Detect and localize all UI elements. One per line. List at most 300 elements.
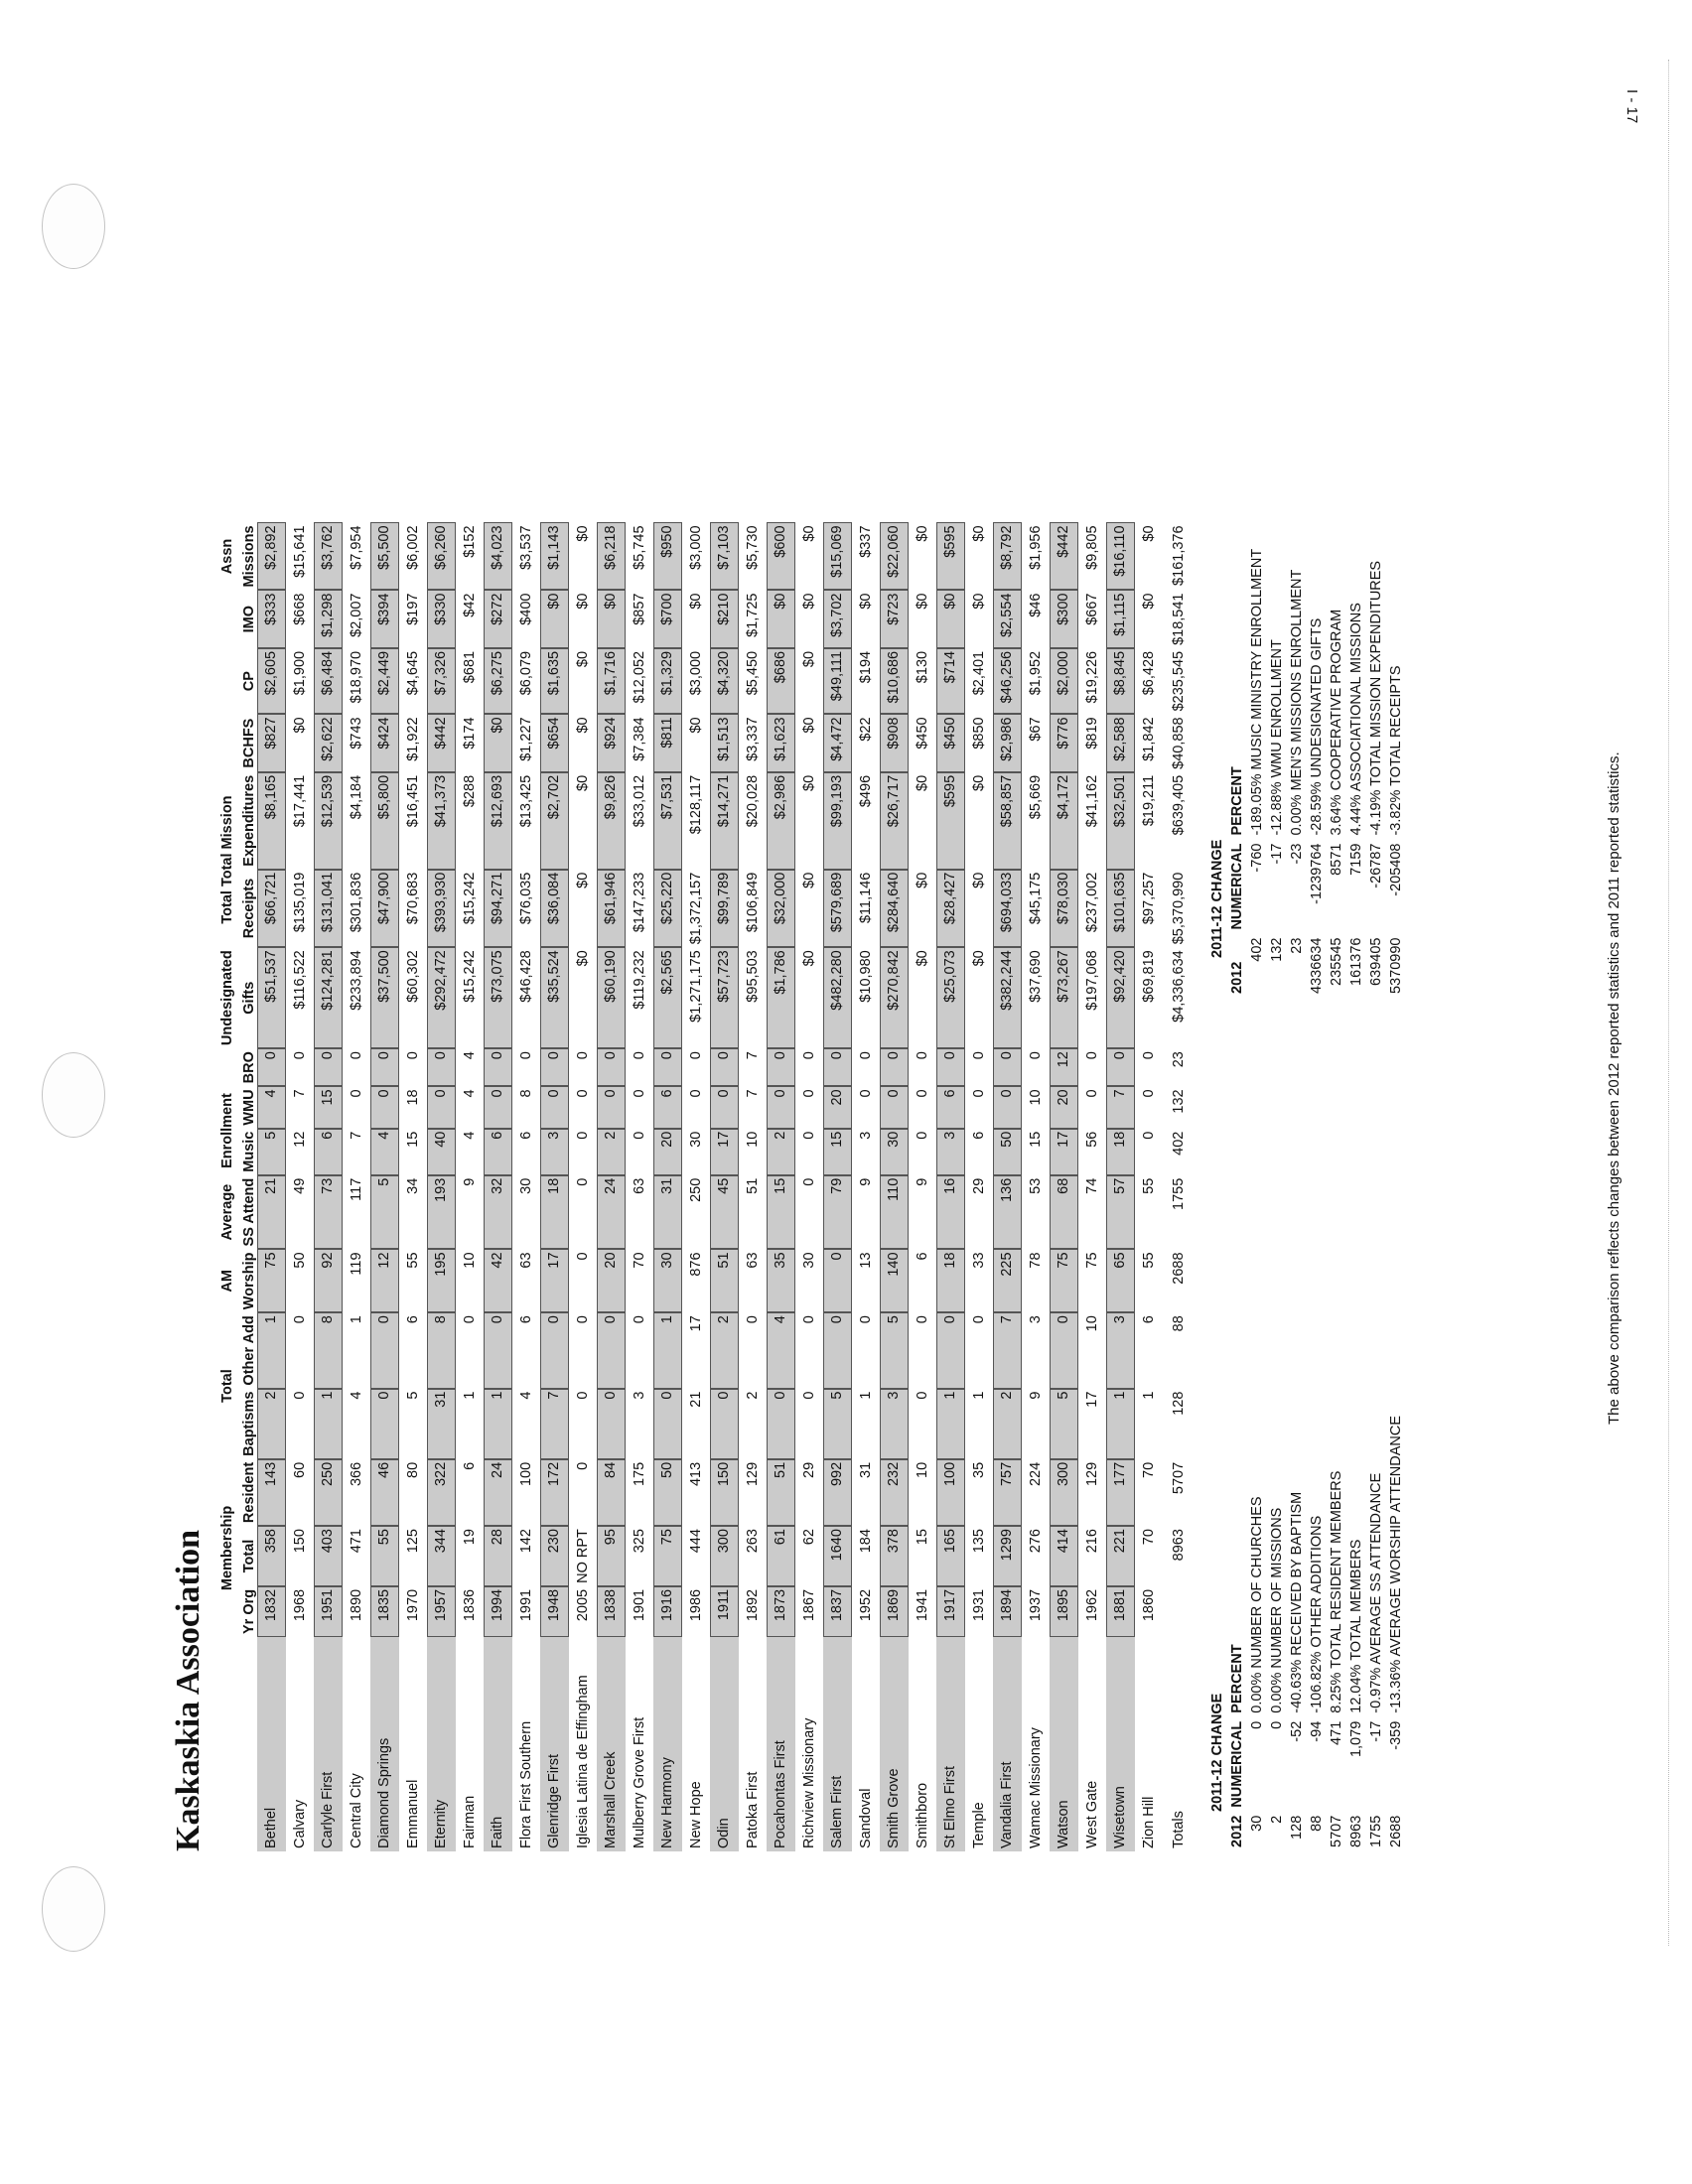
table-row [682, 522, 711, 1851]
table-cell: 73 [314, 1175, 343, 1250]
table-cell: 88 [1171, 1315, 1188, 1332]
change-cell: -1239764 [1308, 843, 1325, 904]
table-cell: 1941 [914, 1588, 930, 1622]
table-cell: $2,605 [257, 648, 286, 714]
table-cell: $0 [800, 593, 817, 610]
table-row [569, 522, 598, 1851]
table-cell: $7,384 [631, 717, 647, 761]
table-cell: $1,298 [314, 591, 343, 648]
table-cell: $197,068 [1083, 950, 1100, 1011]
table-cell: 325 [631, 1529, 647, 1554]
table-cell: $99,193 [823, 772, 852, 870]
church-name: Fairman [461, 1795, 478, 1848]
totals-row [1163, 522, 1194, 1851]
table-row [343, 522, 371, 1851]
table-row [427, 522, 456, 1851]
table-cell: 0 [914, 1089, 930, 1098]
table-cell: 414 [1050, 1526, 1078, 1586]
table-cell: 2 [767, 1129, 795, 1175]
table-cell: 0 [631, 1051, 647, 1060]
table-row [626, 522, 654, 1851]
table-cell: 70 [631, 1252, 647, 1269]
table-cell: $40,858 [1171, 717, 1188, 769]
table-cell: 1869 [880, 1586, 909, 1637]
table-cell: 3 [540, 1129, 569, 1175]
table-cell: 0 [370, 1312, 399, 1388]
table-cell: 221 [1106, 1526, 1135, 1586]
table-cell: 2 [257, 1389, 286, 1459]
table-cell: 0 [314, 1048, 343, 1086]
change-table-right [1207, 545, 1406, 998]
table-cell: 0 [857, 1315, 874, 1324]
table-row [710, 522, 739, 1851]
table-cell: 34 [404, 1177, 421, 1194]
table-cell: $1,329 [653, 648, 682, 714]
table-cell: $1,623 [767, 714, 795, 771]
table-cell: 0 [914, 1315, 930, 1324]
table-cell: 78 [1027, 1252, 1044, 1269]
table-cell: 230 [540, 1526, 569, 1586]
table-cell: $393,930 [427, 870, 456, 948]
table-cell: $1,513 [710, 714, 739, 771]
table-cell: 0 [993, 1048, 1022, 1086]
table-cell: $1,725 [744, 593, 761, 637]
table-cell: $19,226 [1083, 650, 1100, 704]
table-cell: $16,110 [1106, 522, 1135, 590]
table-cell: 1901 [631, 1588, 647, 1622]
table-cell: $15,641 [291, 525, 308, 578]
table-cell: 5 [880, 1312, 909, 1388]
change-cell: 3.64% COOPERATIVE PROGRAM [1328, 609, 1344, 836]
change-cell: -52 [1288, 1720, 1305, 1742]
table-cell: 300 [710, 1526, 739, 1586]
table-cell: 0 [857, 1089, 874, 1098]
table-cell: $595 [936, 772, 965, 870]
change-cell: 128 [1288, 1815, 1305, 1840]
church-name: Vandalia First [993, 1637, 1022, 1851]
table-cell: 17 [1050, 1129, 1078, 1175]
table-cell: 0 [404, 1051, 421, 1060]
table-cell: 1991 [517, 1588, 534, 1622]
table-cell: 172 [540, 1459, 569, 1526]
table-cell: 63 [744, 1252, 761, 1269]
table-cell: 15 [914, 1529, 930, 1546]
table-cell: 5 [404, 1391, 421, 1400]
change-cell: -760 [1248, 843, 1265, 873]
table-cell: 0 [597, 1048, 626, 1086]
change-cell: 5370990 [1387, 937, 1404, 994]
table-row [653, 522, 682, 1851]
table-cell: $0 [1140, 593, 1157, 610]
table-cell: $4,645 [404, 650, 421, 696]
table-cell: $99,789 [710, 870, 739, 948]
table-cell: $4,320 [710, 648, 739, 714]
table-cell: $8,165 [257, 772, 286, 870]
page-title: Kaskaskia Association [170, 1529, 207, 1851]
change-cell: 8963 [1347, 1815, 1364, 1847]
table-cell: 0 [427, 1048, 456, 1086]
table-cell: $776 [1050, 714, 1078, 771]
table-cell: 15 [767, 1175, 795, 1250]
table-cell: $337 [857, 525, 874, 558]
change-cell: 7159 [1347, 843, 1364, 876]
table-cell: $131,041 [314, 870, 343, 948]
table-cell: 7 [744, 1051, 761, 1060]
church-name: Central City [348, 1773, 364, 1848]
church-name: Faith [484, 1637, 512, 1851]
table-row [936, 522, 965, 1851]
table-cell: 0 [970, 1089, 987, 1098]
table-cell: $1,922 [404, 717, 421, 761]
table-cell: $0 [484, 714, 512, 771]
table-cell: $95,503 [744, 950, 761, 1003]
table-cell: $17,441 [291, 774, 308, 828]
table-cell: $2,588 [1106, 714, 1135, 771]
change-cell: 12.04% TOTAL MEMBERS [1347, 1539, 1364, 1713]
table-cell: $66,721 [257, 870, 286, 948]
table-cell: 0 [370, 1086, 399, 1128]
table-cell: 6 [517, 1315, 534, 1324]
table-cell: 20 [1050, 1086, 1078, 1128]
church-name: Eternity [427, 1637, 456, 1851]
change-cell: -17 [1268, 843, 1285, 865]
table-cell: $69,819 [1140, 950, 1157, 1003]
table-cell: $37,690 [1027, 950, 1044, 1003]
table-cell: 3 [880, 1389, 909, 1459]
table-cell: 15 [823, 1129, 852, 1175]
table-cell: $78,030 [1050, 870, 1078, 948]
table-cell: 4 [370, 1129, 399, 1175]
table-cell: $714 [936, 648, 965, 714]
table-cell: $233,894 [348, 950, 364, 1011]
table-cell: $850 [970, 717, 987, 750]
table-cell: 24 [597, 1175, 626, 1250]
table-cell: $0 [574, 774, 591, 791]
table-cell: 35 [970, 1461, 987, 1478]
table-cell: $400 [517, 593, 534, 625]
change-cell: 8.25% TOTAL RESIDENT MEMBERS [1328, 1470, 1344, 1713]
table-cell: $0 [970, 774, 987, 791]
table-cell: 30 [653, 1249, 682, 1312]
table-cell: $0 [970, 525, 987, 542]
table-cell: 1299 [993, 1526, 1022, 1586]
table-cell: $15,069 [823, 522, 852, 590]
table-cell: 378 [880, 1526, 909, 1586]
table-cell: $0 [574, 525, 591, 542]
table-cell: 15 [1027, 1131, 1044, 1148]
column-header: BRO [241, 1051, 257, 1084]
table-cell: 7 [744, 1089, 761, 1098]
table-cell: 18 [1106, 1129, 1135, 1175]
change-column-header: NUMERICAL [1228, 843, 1245, 930]
table-cell: 0 [914, 1051, 930, 1060]
table-cell: 1 [653, 1312, 682, 1388]
table-cell: $106,849 [744, 872, 761, 933]
table-cell: 403 [314, 1526, 343, 1586]
table-cell: $424 [370, 714, 399, 771]
table-cell: 1970 [404, 1588, 421, 1622]
table-cell: $36,084 [540, 870, 569, 948]
table-cell: 1832 [257, 1586, 286, 1637]
column-header: Missions [241, 525, 257, 588]
table-cell: $67 [1027, 717, 1044, 742]
table-cell: 3 [1106, 1312, 1135, 1388]
table-cell: 65 [1106, 1249, 1135, 1312]
table-cell: 6 [914, 1252, 930, 1261]
table-cell: 0 [993, 1086, 1022, 1128]
table-cell: 0 [914, 1131, 930, 1140]
table-row [795, 522, 824, 1851]
table-cell: 8 [517, 1089, 534, 1098]
table-cell: 0 [631, 1131, 647, 1140]
change-cell: -26787 [1367, 843, 1384, 888]
table-cell: 1892 [744, 1588, 761, 1622]
table-cell: 1 [857, 1391, 874, 1400]
change-column-header: PERCENT [1228, 1644, 1245, 1713]
table-cell: 0 [914, 1391, 930, 1400]
table-cell: 6 [1140, 1315, 1157, 1324]
table-cell: 55 [1140, 1177, 1157, 1194]
table-cell: 7 [291, 1089, 308, 1098]
change-cell: -359 [1387, 1720, 1404, 1750]
table-row [314, 522, 343, 1851]
table-cell: $94,271 [484, 870, 512, 948]
change-row [1247, 545, 1267, 998]
column-header: Other Add [241, 1315, 257, 1386]
table-cell: $450 [914, 717, 930, 750]
table-cell: $668 [291, 593, 308, 625]
table-cell: $7,103 [710, 522, 739, 590]
table-cell: 12 [370, 1249, 399, 1312]
table-cell: 2 [993, 1389, 1022, 1459]
table-cell: $20,028 [744, 774, 761, 828]
table-cell: $19,211 [1140, 774, 1157, 827]
table-cell: 46 [370, 1459, 399, 1526]
column-header: Yr Org [241, 1588, 257, 1634]
change-cell: -23 [1288, 843, 1305, 865]
table-cell: 216 [1083, 1529, 1100, 1554]
table-cell: $210 [710, 591, 739, 648]
table-cell: $70,683 [404, 872, 421, 925]
change-column-header: PERCENT [1228, 766, 1245, 836]
church-name: Smith Grove [880, 1637, 909, 1851]
table-cell: 0 [291, 1315, 308, 1324]
header-assn: Assn [219, 538, 235, 575]
table-cell: 0 [800, 1089, 817, 1098]
table-row [370, 522, 399, 1851]
table-cell: 6 [936, 1086, 965, 1128]
table-cell: $73,075 [484, 947, 512, 1048]
table-cell: 79 [823, 1175, 852, 1250]
church-name: St Elmo First [936, 1637, 965, 1851]
table-cell: $394 [370, 591, 399, 648]
table-cell: 8963 [1171, 1529, 1188, 1562]
table-cell: 68 [1050, 1175, 1078, 1250]
table-cell: $3,000 [687, 650, 704, 696]
table-cell: 0 [1140, 1089, 1157, 1098]
change-row [1346, 1412, 1366, 1851]
change-cell: 1755 [1367, 1815, 1384, 1847]
table-cell: $2,007 [348, 593, 364, 637]
table-cell: $237,002 [1083, 872, 1100, 933]
table-cell: 876 [687, 1252, 704, 1277]
table-cell: 51 [767, 1459, 795, 1526]
header-average: Average [219, 1183, 235, 1241]
change-row [1366, 545, 1386, 998]
table-cell: $61,946 [597, 870, 626, 948]
table-cell: $4,023 [484, 522, 512, 590]
table-row [909, 522, 937, 1851]
table-cell: 250 [687, 1177, 704, 1202]
table-cell: 1931 [970, 1588, 987, 1622]
table-cell: 1 [936, 1389, 965, 1459]
table-cell: 7 [348, 1131, 364, 1140]
table-cell: $924 [597, 714, 626, 771]
table-cell: 0 [1140, 1051, 1157, 1060]
table-cell: $18,970 [348, 650, 364, 704]
table-cell: 0 [970, 1051, 987, 1060]
table-cell: 0 [574, 1252, 591, 1261]
table-cell: 6 [653, 1086, 682, 1128]
change-cell: -3.82% TOTAL RECEIPTS [1387, 665, 1404, 836]
church-name: Iglesia Latina de Effingham [574, 1675, 591, 1848]
change-cell: 2688 [1387, 1815, 1404, 1847]
table-cell: $5,800 [370, 772, 399, 870]
table-cell: 0 [710, 1086, 739, 1128]
table-cell: 32 [484, 1175, 512, 1250]
table-cell: 276 [1027, 1529, 1044, 1554]
table-cell: $667 [1083, 593, 1100, 625]
change-cell: 30 [1248, 1815, 1265, 1832]
table-cell: $0 [800, 525, 817, 542]
change-cell: -4.19% TOTAL MISSION EXPENDITURES [1367, 560, 1384, 836]
table-cell: 63 [631, 1177, 647, 1194]
table-cell: 1 [970, 1391, 987, 1400]
table-cell: 0 [1083, 1089, 1100, 1098]
table-cell: $0 [540, 591, 569, 648]
table-cell: 92 [314, 1249, 343, 1312]
table-cell: 17 [710, 1129, 739, 1175]
table-cell: 2005 [574, 1588, 591, 1622]
table-cell: 1911 [710, 1586, 739, 1637]
table-cell: $1,271,175 [687, 950, 704, 1023]
table-cell: 3 [1027, 1315, 1044, 1324]
header-membership: Membership [219, 1505, 235, 1591]
table-cell: $700 [653, 591, 682, 648]
table-cell: 30 [880, 1129, 909, 1175]
change-cell: -12.88% WMU ENROLLMENT [1268, 639, 1285, 836]
change-cell: -13.36% AVERAGE WORSHIP ATTENDANCE [1387, 1415, 1404, 1713]
table-cell: $5,745 [631, 525, 647, 570]
table-cell: 366 [348, 1461, 364, 1487]
table-cell: $1,952 [1027, 650, 1044, 696]
table-cell: 42 [484, 1249, 512, 1312]
table-cell: 1755 [1171, 1177, 1188, 1210]
table-cell: 129 [1083, 1461, 1100, 1487]
church-name: Flora First Southern [517, 1720, 534, 1848]
table-cell: 3 [936, 1129, 965, 1175]
table-row [823, 522, 852, 1851]
table-cell: 1860 [1140, 1588, 1157, 1622]
table-cell: 28 [484, 1526, 512, 1586]
table-cell: 0 [1083, 1051, 1100, 1060]
table-cell: 1 [1106, 1389, 1135, 1459]
table-cell: 1917 [936, 1586, 965, 1637]
table-row [852, 522, 881, 1851]
table-row [597, 522, 626, 1851]
table-cell: 0 [857, 1051, 874, 1060]
table-cell: 18 [540, 1175, 569, 1250]
column-header: Gifts [241, 981, 257, 1015]
church-name: Calvary [291, 1799, 308, 1848]
change-row [1327, 1412, 1346, 1851]
table-cell: $152 [461, 525, 478, 558]
table-row [739, 522, 768, 1851]
table-cell: 5707 [1171, 1461, 1188, 1495]
table-cell: 29 [800, 1461, 817, 1478]
table-cell: 0 [800, 1131, 817, 1140]
table-cell: $51,537 [257, 947, 286, 1048]
table-cell: 322 [427, 1459, 456, 1526]
table-cell: $2,702 [540, 772, 569, 870]
table-cell: $333 [257, 591, 286, 648]
table-cell: $5,370,990 [1171, 872, 1188, 945]
table-cell: 40 [427, 1129, 456, 1175]
binder-hole-top [42, 184, 105, 269]
change-cell: 132 [1268, 937, 1285, 962]
church-name: Pocahontas First [767, 1637, 795, 1851]
table-cell: $819 [1083, 717, 1100, 750]
change-cell: 235545 [1328, 937, 1344, 986]
table-cell: $0 [597, 591, 626, 648]
church-name: Bethel [257, 1637, 286, 1851]
table-cell: 150 [291, 1529, 308, 1554]
table-cell: $6,260 [427, 522, 456, 590]
church-name: Glenridge First [540, 1637, 569, 1851]
table-cell: $5,669 [1027, 774, 1044, 820]
table-cell: $0 [800, 950, 817, 967]
table-cell: $0 [914, 593, 930, 610]
table-cell: 1952 [857, 1588, 874, 1622]
change-cell: 23 [1288, 937, 1305, 954]
table-cell: 51 [710, 1249, 739, 1312]
table-cell: $135,019 [291, 872, 308, 933]
table-cell: $16,451 [404, 774, 421, 828]
table-cell: 49 [291, 1177, 308, 1194]
table-cell: 61 [767, 1526, 795, 1586]
table-cell: $49,111 [823, 648, 852, 714]
church-name: Salem First [823, 1637, 852, 1851]
table-cell: $908 [880, 714, 909, 771]
table-cell: $32,501 [1106, 772, 1135, 870]
column-header-row [235, 522, 257, 1851]
change-row [1346, 545, 1366, 998]
table-cell: 5 [823, 1389, 852, 1459]
table-cell: 10 [1083, 1315, 1100, 1332]
table-cell: $4,184 [348, 774, 364, 820]
table-cell: 24 [484, 1459, 512, 1526]
table-cell: 21 [687, 1391, 704, 1408]
table-cell: $0 [857, 593, 874, 610]
footnote: The above comparison reflects changes between 2012 reported statistics and 2011 reported statistics. [1605, 751, 1622, 1425]
table-cell: 0 [574, 1177, 591, 1186]
table-cell: 60 [291, 1461, 308, 1478]
table-cell: 29 [970, 1177, 987, 1194]
church-name: Diamond Springs [370, 1637, 399, 1851]
table-row [1022, 522, 1051, 1851]
table-cell: 4 [517, 1391, 534, 1400]
table-cell: 136 [993, 1175, 1022, 1250]
